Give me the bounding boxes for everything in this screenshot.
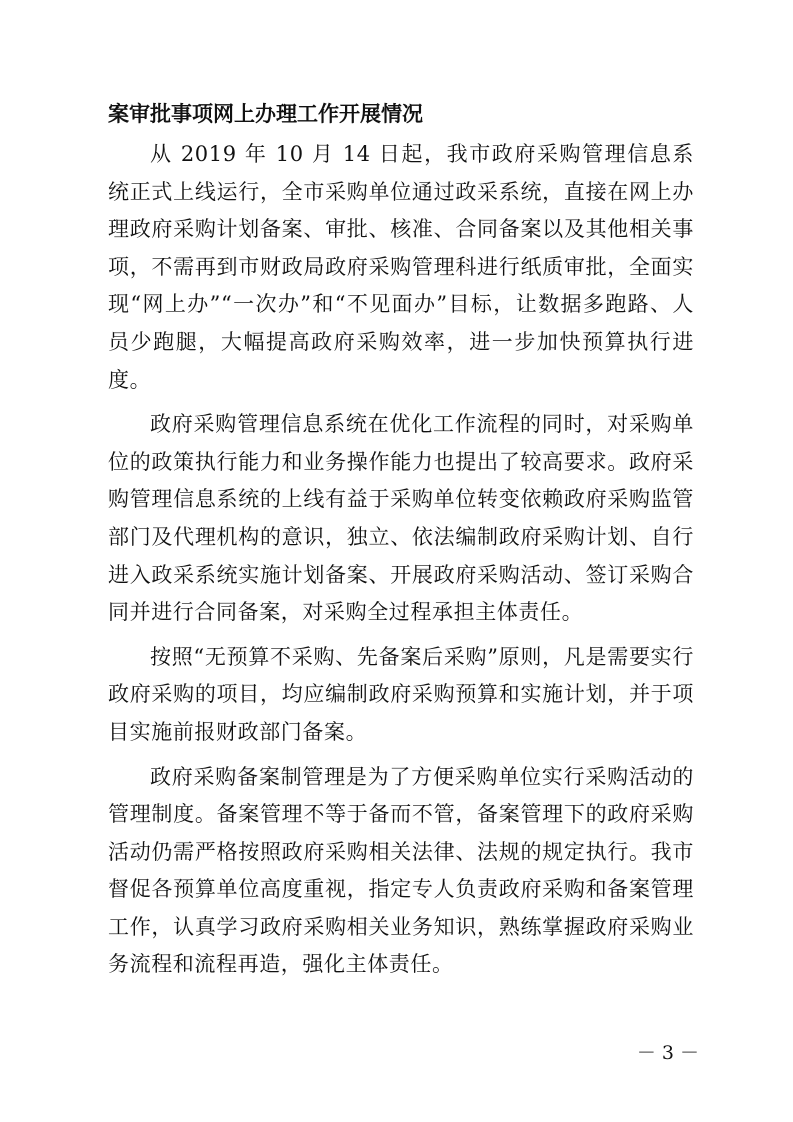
page-number: － 3 － bbox=[636, 1042, 699, 1064]
paragraph-filing-management: 政府采购备案制管理是为了方便采购单位实行采购活动的管理制度。备案管理不等于备而不管，备案管理下的政府采购活动仍需严格按照政府采购相关法律、法规的规定执行。我市督促各预算单位高度重视，指定专人负责政府采购和备案管理工作，认真学习政府采购相关业务知识，熟练掌握政府采购业务流程和流程再造，强化主体责任。 bbox=[108, 764, 694, 977]
section-heading: 案审批事项网上办理工作开展情况 bbox=[108, 102, 423, 126]
paragraph-system-requirements: 政府采购管理信息系统在优化工作流程的同时，对采购单位的政策执行能力和业务操作能力也提出了较高要求。政府采购管理信息系统的上线有益于采购单位转变依赖政府采购监管部门及代理机构的意识，独立、依法编制政府采购计划、自行进入政采系统实施计划备案、开展政府采购活动、签订采购合同并进行合同备案，对采购全过程承担主体责任。 bbox=[108, 412, 694, 625]
paragraph-budget-principle: 按照“无预算不采购、先备案后采购”原则，凡是需要实行政府采购的项目，均应编制政府采购预算和实施计划，并于项目实施前报财政部门备案。 bbox=[108, 644, 694, 744]
paragraph-online-launch: 从 2019 年 10 月 14 日起，我市政府采购管理信息系统正式上线运行，全市采购单位通过政采系统，直接在网上办理政府采购计划备案、审批、核准、合同备案以及其他相关事项，不需再到市财政局政府采购管理科进行纸质审批，全面实现“网上办”“一次办”和“不见面办”目标，让数据多跑路、人员少跑腿，大幅提高政府采购效率，进一步加快预算执行进度。 bbox=[108, 142, 694, 392]
document-body bbox=[108, 136, 694, 991]
